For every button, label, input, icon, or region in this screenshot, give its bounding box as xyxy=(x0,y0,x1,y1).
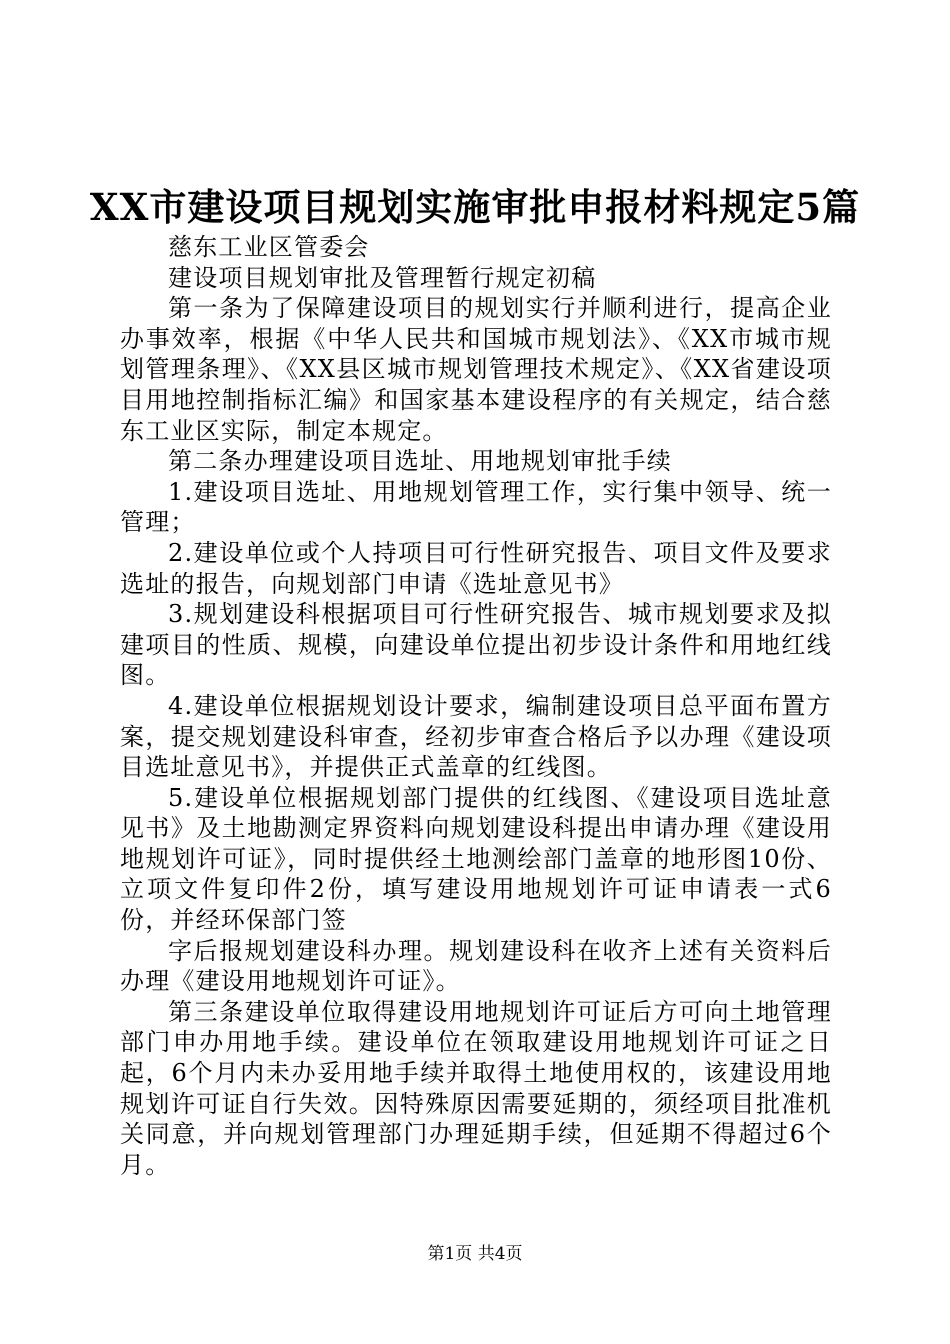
page-number-footer: 第1页 共4页 xyxy=(427,1244,523,1264)
paragraph-item-3: 3.规划建设科根据项目可行性研究报告、城市规划要求及拟建项目的性质、规模，向建设单位提出初步设计条件和用地红线图。 xyxy=(120,600,832,690)
paragraph-subtitle: 建设项目规划审批及管理暂行规定初稿 xyxy=(168,263,597,292)
paragraph-issuer: 慈东工业区管委会 xyxy=(168,233,370,261)
paragraph-item-2: 2.建设单位或个人持项目可行性研究报告、项目文件及要求选址的报告，向规划部门申请《选址意见书》 xyxy=(120,538,832,598)
paragraph-article-1: 第一条为了保障建设项目的规划实行并顺利进行，提高企业办事效率，根据《中华人民共和国城市规划法》、《XX市城市规划管理条理》、《XX县区城市规划管理技术规定》、《XX省建设项目用地控制指标汇编》和国家基本建设程序的有关规定，结合慈东工业区实际，制定本规定。 xyxy=(120,294,832,445)
document-title: XX市建设项目规划实施审批申报材料规定5篇 xyxy=(89,185,861,229)
paragraph-item-5: 5.建设单位根据规划部门提供的红线图、《建设项目选址意见书》及土地勘测定界资料向规划建设科提出申请办理《建设用地规划许可证》，同时提供经土地测绘部门盖章的地形图10份、立项文件复印件2份，填写建设用地规划许可证申请表一式6份，并经环保部门签 xyxy=(120,783,832,935)
document-body xyxy=(120,232,832,1180)
paragraph-article-3: 第三条建设单位取得建设用地规划许可证后方可向土地管理部门申办用地手续。建设单位在领取建设用地规划许可证之日起，6个月内未办妥用地手续并取得土地使用权的，该建设用地规划许可证自行失效。因特殊原因需要延期的，须经项目批准机关同意，并向规划管理部门办理延期手续，但延期不得超过6个月。 xyxy=(120,997,832,1179)
paragraph-item-1: 1.建设项目选址、用地规划管理工作，实行集中领导、统一管理； xyxy=(120,477,832,537)
paragraph-item-5-continued: 字后报规划建设科办理。规划建设科在收齐上述有关资料后办理《建设用地规划许可证》。 xyxy=(120,936,832,996)
paragraph-item-4: 4.建设单位根据规划设计要求，编制建设项目总平面布置方案，提交规划建设科审查，经初步审查合格后予以办理《建设项目选址意见书》，并提供正式盖章的红线图。 xyxy=(120,691,832,782)
paragraph-article-2: 第二条办理建设项目选址、用地规划审批手续 xyxy=(168,447,672,476)
